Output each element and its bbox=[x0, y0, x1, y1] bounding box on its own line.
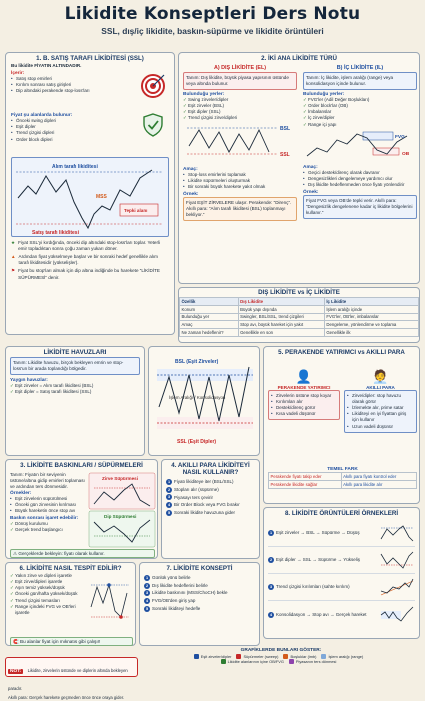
ssl-note-1-text: Fiyat SSL'yi kırdığında, önceki dip altındaki stop-loss'ları toplar. Yeterli emir topladıktan sonra çoğu zaman yukarı döner. bbox=[18, 240, 161, 252]
table-row bbox=[269, 480, 417, 488]
ssl-chart-top-label: Alım tarafı likiditesi bbox=[52, 164, 98, 171]
concept-step-text: Günlük yönü belirle bbox=[152, 575, 191, 581]
list-item: • Trend çizgisi dipleri bbox=[11, 130, 169, 136]
concept-panel bbox=[139, 562, 260, 646]
list-item: • Kısa vadeli düşünür bbox=[271, 411, 337, 417]
list-item: • Zirve/dipler: stop havuzu olarak görür bbox=[347, 393, 414, 405]
pools-title: LİKİDİTE HAVUZLARI bbox=[43, 349, 107, 356]
table-row bbox=[180, 305, 419, 313]
legend-text: Piyasanın ters dönmesi bbox=[295, 659, 337, 664]
table-row bbox=[180, 313, 419, 321]
el-amac-list bbox=[183, 172, 297, 190]
pools-chart-bottom: SSL (Eşit Dipler) bbox=[177, 439, 217, 445]
pools-chart-top: BSL (Eşit Zirveler) bbox=[175, 359, 219, 365]
table-cell: Ne zaman hedeflenir? bbox=[180, 329, 239, 337]
smart-money-column bbox=[344, 369, 417, 433]
core-table bbox=[268, 472, 417, 489]
ssl-note-3-text: Fiyat bu stop'ları almak için dip altına indiğinde bu harekete “LİKİDİTE SÜPÜRMESİ” denir. bbox=[18, 268, 160, 280]
use-step-text: Stopları alır (süpürme) bbox=[174, 486, 219, 492]
el-diagram bbox=[183, 122, 297, 162]
list-item: • Satış stop emirleri bbox=[11, 76, 123, 82]
list-item: ✓ Aşırı temiz yüksek/düşük bbox=[10, 585, 90, 591]
pools-chart-mid: İşlem Aralığı / Konsolidasyon bbox=[169, 395, 226, 400]
list-item: ✓ Eşit dipler (SSL) bbox=[183, 109, 297, 115]
table-cell: Akıllı para likidite alır bbox=[341, 480, 416, 488]
spot-note bbox=[10, 637, 133, 646]
concept-title: 7. LİKİDİTE KONSEPTİ bbox=[166, 565, 233, 572]
chart-legend bbox=[140, 648, 422, 664]
raids-note bbox=[10, 549, 155, 558]
list-item: • Eşit zirvelerin süpürülmesi bbox=[10, 496, 86, 502]
ssl-panel bbox=[5, 52, 175, 335]
use-step-text: Bir Order Block veya FVG bırakır bbox=[174, 502, 240, 508]
pools-definition: Tanım: Likidite havuzu, birçok bekleyen emrin ve stop-loss'un bir arada toplandığı bölgedir. bbox=[10, 357, 140, 375]
smart-money-label: AKILLI PARA bbox=[366, 385, 395, 390]
ssl-chart bbox=[11, 157, 169, 237]
list-item: • Order block dipleri bbox=[11, 137, 169, 143]
raids-after-list bbox=[10, 521, 86, 533]
table-cell: Büyük yapı dışında bbox=[238, 305, 324, 313]
il-title: B) İÇ LİKİDİTE (IL) bbox=[336, 65, 384, 71]
pattern-row: 4 Konsolidasyon → Stop avı → Gerçek hareket bbox=[268, 601, 415, 628]
raids-text bbox=[10, 472, 86, 533]
ssl-note-2-text: Ardından fiyat yükselmeye başlar ve bir sonraki hedef genellikle alım tarafı likiditesidir (yükselişler). bbox=[18, 254, 158, 266]
list-item: • Eşit dipler bbox=[11, 124, 169, 130]
star-icon: ★ bbox=[11, 240, 16, 246]
pools-panel bbox=[5, 346, 145, 456]
ssl-title: 1. B. SATIŞ TARAFI LİKİDİTESİ (SSL) bbox=[36, 55, 144, 62]
types-title: 2. İKİ ANA LİKİDİTE TÜRÜ bbox=[261, 55, 337, 62]
pattern-row: 2 Eşit dipler → SSL → Süpürme → Yükseliş bbox=[268, 547, 415, 574]
table-cell: Akıllı para fiyatı kontrol eder bbox=[341, 473, 416, 481]
table-cell: Dengeleme, yönlendirme ve toplama bbox=[324, 321, 418, 329]
use-step-text: Piyasayı ters çevirir bbox=[174, 494, 214, 500]
retail-label: PERAKENDE YATIRIMCI bbox=[277, 385, 331, 390]
concept-step: 3 Likidite baskınını (MSS/ChoCH) bekle bbox=[145, 590, 228, 596]
footer-not-label: NOT: bbox=[10, 669, 22, 674]
list-item: ✓ Range içindeki FVG ve OB'leri işaretle bbox=[10, 604, 90, 616]
list-item: • Dış likidite hedeflenmeden önce fiyatı yönlendirir bbox=[303, 182, 417, 188]
ssl-note-1 bbox=[11, 240, 169, 252]
il-where-list bbox=[303, 97, 417, 128]
table-cell: Swingler, BSL/SSL, trend çizgileri bbox=[238, 313, 324, 321]
retail-person-icon: 👤 bbox=[295, 369, 313, 384]
spot-title: 6. LİKİDİTE NASIL TESPİT EDİLİR? bbox=[19, 565, 122, 572]
smart-money-list bbox=[347, 393, 414, 430]
legend-text: İşlem aralığı (range) bbox=[328, 654, 364, 659]
legend-title: GRAFİKLERDE BUNLARI GÖSTER: bbox=[240, 648, 322, 653]
il-definition: Tanım: İç likidite, işlem aralığı (range) veya konsolidasyon içinde bulunur. bbox=[303, 72, 417, 90]
raids-chart-bottom: Dip Süpürmesi bbox=[104, 514, 137, 519]
legend-text: Eşit zirveler/dipler bbox=[200, 654, 232, 659]
pools-range-diagram bbox=[149, 347, 261, 455]
use-step-text: Fiyatı likiditeye iter (BSL/SSL) bbox=[174, 479, 234, 485]
retail-vs-smart-panel bbox=[263, 346, 420, 504]
ssl-where-label: Fiyat şu alanlarda bulunur: bbox=[11, 113, 73, 119]
smart-money-person-icon: 🧑‍💼 bbox=[372, 369, 389, 384]
pattern-text: Trend çizgisi kırılımları (sahte kırılım) bbox=[276, 584, 350, 590]
raids-after-label: Baskın sonrası işaret edebilir: bbox=[10, 515, 79, 521]
table-header-row bbox=[180, 298, 419, 306]
list-item: ✓ İmbalanslar bbox=[303, 109, 417, 115]
external-liquidity-column bbox=[183, 65, 297, 281]
ssl-note-3 bbox=[11, 268, 169, 280]
list-item: ✓ FVG'ler (Adil Değer Boşlukları) bbox=[303, 97, 417, 103]
table-cell: Perakende likidite sağlar bbox=[269, 480, 342, 488]
list-item: ✓ Trend çizgisi zirve/dipleri bbox=[183, 115, 297, 121]
ssl-price-diagram bbox=[12, 158, 170, 236]
ssl-chart-box-label: Tepki alanı bbox=[124, 208, 148, 214]
table-cell: Konum bbox=[180, 305, 239, 313]
raids-chart-top: Zirve Süpürmesi bbox=[102, 476, 138, 481]
footer-line-1: Likidite, zirvelerin üstünde ve diplerin altında bekleyen paradır. bbox=[8, 668, 128, 691]
pattern-4-chart bbox=[379, 605, 415, 625]
table-cell: Genellikle ilk bbox=[324, 329, 418, 337]
il-example: Fiyat FVG veya OB'de tepki verir. Akıllı para: “Dengesizlik dengelenene kadar iç likidite bölgelerini kullanır.” bbox=[303, 195, 417, 219]
page-title: Likidite Konseptleri Ders Notu bbox=[64, 4, 361, 24]
table-cell: Amaç bbox=[180, 321, 239, 329]
list-item: • Destek/direnç görür bbox=[271, 405, 337, 411]
legend-text: Süpürmeler (sweep) bbox=[243, 654, 279, 659]
table-cell: FVG'ler, OB'ler, imbalanslar bbox=[324, 313, 418, 321]
raids-title: 3. LİKİDİTE BASKINLARI / SÜPÜRMELERİ bbox=[20, 462, 143, 469]
table-cell: Perakende fiyatı takip eder bbox=[269, 473, 342, 481]
raids-examples-list bbox=[10, 496, 86, 514]
core-difference bbox=[268, 467, 417, 489]
flag-icon: ⚑ bbox=[11, 268, 16, 274]
ssl-chart-bottom-label: Satış tarafı likiditesi bbox=[32, 230, 79, 237]
il-amac-label: Amaç: bbox=[303, 164, 318, 170]
use-step: 2 Stopları alır (süpürme) bbox=[167, 486, 219, 492]
list-item: ✓ Trend çizgisi temasları bbox=[10, 598, 90, 604]
list-item: ✓ Önceki gün/hafta yüksek/düşük bbox=[10, 591, 90, 597]
concept-step-text: FVG/OB'den giriş yap bbox=[152, 597, 196, 603]
magnet-icon: 🧲 bbox=[13, 638, 19, 644]
pattern-1-chart bbox=[379, 523, 415, 543]
use-step: 5 Sonraki likidite havuzuna gider bbox=[167, 509, 236, 515]
concept-step: 2 Dış likidite hedeflerini belirle bbox=[145, 582, 208, 588]
smart-money-use-panel bbox=[161, 459, 260, 559]
liquidity-types-panel bbox=[178, 52, 420, 284]
list-item: • Kırılım sonrası satış girişleri bbox=[11, 82, 123, 88]
use-step: 3 Piyasayı ters çevirir bbox=[167, 494, 214, 500]
il-diagram bbox=[303, 128, 417, 160]
pattern-text: Eşit dipler → SSL → Süpürme → Yükseliş bbox=[276, 557, 361, 563]
pattern-text: Konsolidasyon → Stop avı → Gerçek hareket bbox=[276, 611, 367, 617]
list-item: ✓ Dönüş kurulumu bbox=[10, 521, 86, 527]
table-row bbox=[180, 329, 419, 337]
list-item: • Dengesizlikleri dengelemeye yardımcı olur bbox=[303, 176, 417, 182]
il-where-label: Bulunduğu yerler: bbox=[303, 92, 345, 98]
list-item: ✓ İç zirve/dipler bbox=[303, 115, 417, 121]
el-example: Fiyat EŞİT ZİRVELERE ulaşır. Perakende: “Direnç”. Akıllı para: “Alım tarafı likiditesi (BSL) toplanmayı bekliyor.” bbox=[183, 197, 297, 221]
list-item: • Stop-loss emirlerini toplamak bbox=[183, 172, 297, 178]
list-item: • Zirvelerin üstüne stop koyar bbox=[271, 393, 337, 399]
ssl-icerir-label: İçerir: bbox=[11, 71, 25, 77]
table-row bbox=[269, 473, 417, 481]
concept-step: 5 Sonraki likiditeyi hedefle bbox=[145, 605, 201, 611]
pattern-row: 1 Eşit zirveler → BSL → Süpürme → Düşüş bbox=[268, 520, 415, 547]
pools-types-list bbox=[10, 383, 140, 395]
el-amac-label: Amaç: bbox=[183, 166, 198, 172]
patterns-title: 8. LİKİDİTE ÖRÜNTÜLERİ ÖRNEKLERİ bbox=[284, 510, 399, 517]
shield-check-icon bbox=[142, 113, 164, 137]
ssl-icerir-list bbox=[11, 76, 123, 94]
core-label: TEMEL FARK bbox=[327, 467, 358, 472]
table-cell: Bulunduğu yer bbox=[180, 313, 239, 321]
list-item: • Önceki gün zirvesinin kırılması bbox=[10, 502, 86, 508]
list-item: • Önceki swing dipleri bbox=[11, 118, 169, 124]
list-item: ✓ Eşit zirveler = Alım tarafı likiditesi (BSL) bbox=[10, 383, 140, 389]
concept-step-text: Likidite baskınını (MSS/ChoCH) bekle bbox=[152, 590, 228, 596]
raids-examples-label: Örnekler: bbox=[10, 491, 32, 497]
use-title: 4. AKILLI PARA LİKİDİTEYİ NASIL KULLANIR? bbox=[171, 462, 250, 477]
il-chart-fvg: FVG bbox=[395, 134, 405, 140]
list-item: • Dip altındaki perakende stop-loss'ları bbox=[11, 88, 123, 94]
use-step-text: Sonraki likidite havuzuna gider bbox=[174, 509, 236, 515]
use-step: 1 Fiyatı likiditeye iter (BSL/SSL) bbox=[167, 479, 234, 485]
pattern-row: 3 Trend çizgisi kırılımları (sahte kırılım) bbox=[268, 574, 415, 601]
spot-note-text: Bu alanlar fiyat için mıknatıs gibi çalışır! bbox=[20, 638, 101, 644]
list-item: • Geçici destek/direnç olarak davranır bbox=[303, 170, 417, 176]
pools-chart-panel bbox=[148, 346, 260, 456]
arrow-up-icon: ▲ bbox=[11, 254, 16, 260]
il-ornek-label: Örnek: bbox=[303, 190, 319, 195]
page-subtitle: SSL, dış/iç likidite, baskın-süpürme ve likidite örüntüleri bbox=[101, 26, 324, 36]
spot-liquidity-panel bbox=[5, 562, 136, 646]
list-item: ✓ Range içi yapı bbox=[303, 122, 417, 128]
warning-icon: ⚠ bbox=[13, 550, 18, 556]
concept-step: 4 FVG/OB'den giriş yap bbox=[145, 597, 196, 603]
list-item: • Uzun vadeli düşünür bbox=[347, 424, 414, 430]
list-item: ✓ Gerçek trend başlangıcı bbox=[10, 527, 86, 533]
table-header: Özellik bbox=[180, 298, 239, 306]
list-item: • İzlemekte alır, prime satar bbox=[347, 405, 414, 411]
use-step: 4 Bir Order Block veya FVG bırakır bbox=[167, 502, 240, 508]
list-item: • Likiditeyi en iyi fiyattan giriş için kullanır bbox=[347, 411, 414, 423]
el-chart-bottom: SSL bbox=[280, 151, 290, 158]
table-cell: Stop avı, büyük hareket için yakıt bbox=[238, 321, 324, 329]
concept-step: 1 Günlük yönü belirle bbox=[145, 575, 191, 581]
footer-line-2: Akıllı para: Gerçek harekete geçmeden önce önce oraya gider. bbox=[8, 695, 125, 700]
retail-list bbox=[271, 393, 337, 417]
raids-note-text: Gerçeklerde bekleyin: fiyatı olarak kullanır. bbox=[18, 550, 105, 556]
legend-item bbox=[221, 659, 284, 664]
el-chart-top: BSL bbox=[280, 125, 290, 132]
concept-step-text: Sonraki likiditeyi hedefle bbox=[152, 605, 201, 611]
list-item: ✓ Order block'lar (OB) bbox=[303, 103, 417, 109]
il-amac-list bbox=[303, 170, 417, 188]
pattern-text: Eşit zirveler → BSL → Süpürme → Düşüş bbox=[276, 530, 360, 536]
list-item: ✓ Eşit dipler = Satış tarafı likiditesi (SSL) bbox=[10, 389, 140, 395]
list-item: ✓ Yakın zirve ve dipleri işaretle bbox=[10, 573, 90, 579]
header bbox=[0, 4, 425, 36]
raids-definition: Tanım: Fiyatın bir seviyenin üstüne/altına gidip emirleri toplaması ve ardından ters dönmesidir. bbox=[10, 472, 85, 490]
legend-text: Likidite alanlarının içine OB/FVG bbox=[227, 659, 284, 664]
table-row bbox=[180, 321, 419, 329]
table-header: İç Likidite bbox=[324, 298, 418, 306]
el-title: A) DIŞ LİKİDİTE (EL) bbox=[213, 65, 267, 71]
target-icon bbox=[140, 73, 166, 99]
el-definition: Tanım: Dış likidite, büyük piyasa yapısının üstünde veya altında bulunur. bbox=[183, 72, 297, 90]
table-header: Dış Likidite bbox=[238, 298, 324, 306]
table-cell: İşlem aralığı içinde bbox=[324, 305, 418, 313]
ssl-chart-mid-label: MSS bbox=[96, 194, 107, 201]
list-item: • Büyük hareketin önce stop avı bbox=[10, 508, 86, 514]
footer-note bbox=[5, 657, 138, 700]
legend-item bbox=[289, 659, 336, 664]
ssl-intro: Bu likidite FİYATIN ALTINDADIR. bbox=[11, 63, 82, 69]
pattern-3-chart bbox=[379, 577, 415, 597]
spot-list bbox=[10, 573, 90, 616]
legend-text: Boşluklar (imb) bbox=[290, 654, 317, 659]
list-item: ✓ Swing zirveler/dipler bbox=[183, 97, 297, 103]
list-item: ✓ Eşit zirve/dipleri işaretle bbox=[10, 579, 90, 585]
pattern-2-chart bbox=[379, 550, 415, 570]
raids-diagram bbox=[88, 472, 156, 548]
comparison-table bbox=[179, 297, 419, 337]
retail-column bbox=[268, 369, 340, 420]
comparison-panel bbox=[178, 287, 420, 343]
el-where-label: Bulunduğu yerler: bbox=[183, 92, 225, 98]
internal-liquidity-column bbox=[303, 65, 417, 281]
list-item: ✓ Eşit zirveler (BSL) bbox=[183, 103, 297, 109]
pools-types-label: Yaygın havuzlar: bbox=[10, 378, 48, 384]
spot-diagram bbox=[89, 577, 131, 629]
compare-title: DIŞ LİKİDİTE vs İÇ LİKİDİTE bbox=[258, 289, 340, 296]
patterns-panel bbox=[263, 507, 420, 639]
list-item: • Kırılımları alır bbox=[271, 399, 337, 405]
retail-title: 5. PERAKENDE YATIRIMCI vs AKILLI PARA bbox=[278, 349, 405, 356]
table-cell: Genellikle en son bbox=[238, 329, 324, 337]
el-ornek-label: Örnek: bbox=[183, 191, 199, 197]
raids-panel bbox=[5, 459, 158, 559]
el-where-list bbox=[183, 97, 297, 121]
ssl-note-2 bbox=[11, 254, 169, 266]
concept-step-text: Dış likidite hedeflerini belirle bbox=[152, 582, 208, 588]
list-item: • Bir sonraki büyük harekete yakıt olmak bbox=[183, 184, 297, 190]
list-item: • Likidite süpürmeleri oluşturmak bbox=[183, 178, 297, 184]
il-chart-ob: OB bbox=[402, 151, 410, 157]
